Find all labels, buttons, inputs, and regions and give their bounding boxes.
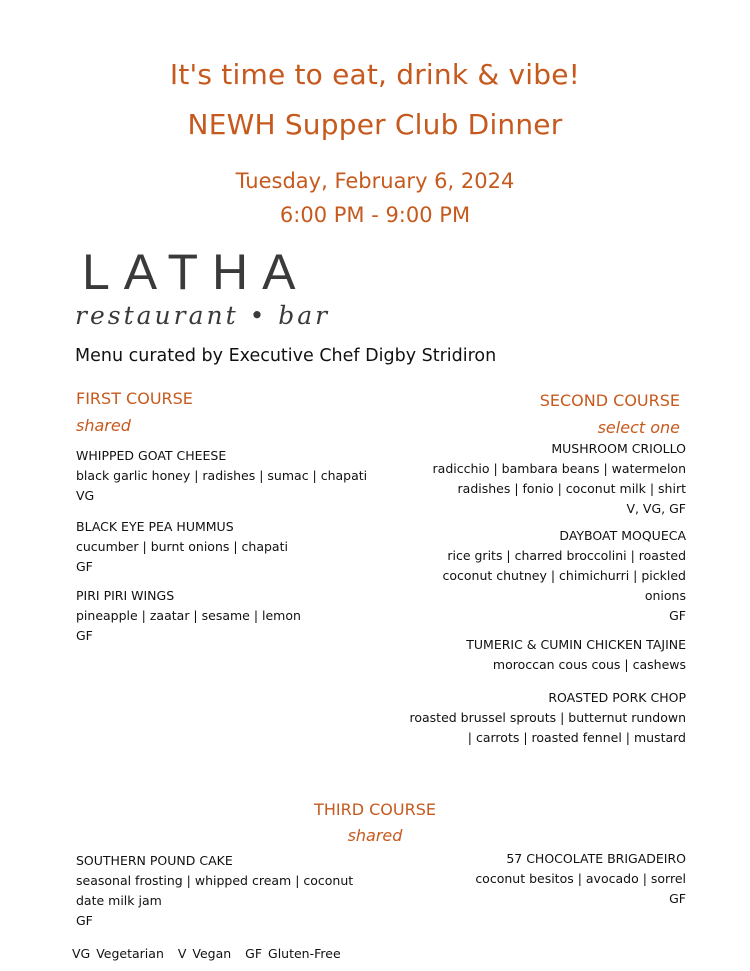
menu-item-desc: cucumber | burnt onions | chapati xyxy=(76,539,288,554)
menu-item-name: MUSHROOM CRIOLLO xyxy=(551,441,686,456)
menu-item xyxy=(356,849,686,909)
menu-item-tags: GF xyxy=(669,608,686,623)
menu-item-desc: seasonal frosting | whipped cream | coconut xyxy=(76,873,354,888)
legend-vegetarian: VG Vegetarian xyxy=(72,946,164,961)
menu-item-name: PIRI PIRI WINGS xyxy=(76,588,175,603)
event-date: Tuesday, February 6, 2024 xyxy=(235,169,515,193)
second-course-title: SECOND COURSE xyxy=(539,391,680,410)
dietary-legend xyxy=(72,946,349,961)
menu-item xyxy=(356,688,686,748)
menu-item-desc: onions xyxy=(644,588,686,603)
event-time: 6:00 PM - 9:00 PM xyxy=(279,203,471,227)
event-title: NEWH Supper Club Dinner xyxy=(187,108,563,141)
menu-item-desc: rice grits | charred broccolini | roasted xyxy=(447,548,686,563)
menu-item-desc: radicchio | bambara beans | watermelon xyxy=(432,461,686,476)
menu-item-name: WHIPPED GOAT CHEESE xyxy=(76,448,227,463)
menu-item-desc: | carrots | roasted fennel | mustard xyxy=(467,730,686,745)
menu-item-desc: black garlic honey | radishes | sumac | chapati xyxy=(76,468,368,483)
third-course-title: THIRD COURSE xyxy=(314,800,436,819)
menu-item-name: TUMERIC & CUMIN CHICKEN TAJINE xyxy=(466,637,686,652)
third-course-subtitle: shared xyxy=(347,826,403,845)
menu-item-desc: pineapple | zaatar | sesame | lemon xyxy=(76,608,301,623)
legend-gluten-free: GF Gluten-Free xyxy=(245,946,341,961)
menu-item-tags: GF xyxy=(669,891,686,906)
menu-item-desc: radishes | fonio | coconut milk | shirt xyxy=(457,481,686,496)
menu-item-name: BLACK EYE PEA HUMMUS xyxy=(76,519,234,534)
menu-item-name: DAYBOAT MOQUECA xyxy=(559,528,686,543)
menu-item-desc: date milk jam xyxy=(76,893,162,908)
menu-item-tags: V, VG, GF xyxy=(626,501,686,516)
menu-item xyxy=(356,439,686,519)
menu-item-desc: roasted brussel sprouts | butternut rundown xyxy=(409,710,686,725)
first-course-subtitle: shared xyxy=(76,416,131,435)
menu-item xyxy=(356,526,686,626)
menu-item-name: ROASTED PORK CHOP xyxy=(548,690,686,705)
second-course-subtitle: select one xyxy=(597,418,680,437)
legend-vegan: V Vegan xyxy=(177,946,232,961)
menu-item-tags: GF xyxy=(76,628,93,643)
menu-item-desc: coconut besitos | avocado | sorrel xyxy=(475,871,686,886)
first-course-title: FIRST COURSE xyxy=(76,389,193,408)
menu-item-tags: GF xyxy=(76,559,93,574)
event-tagline: It's time to eat, drink & vibe! xyxy=(169,58,581,91)
menu-item-name: SOUTHERN POUND CAKE xyxy=(76,853,233,868)
menu-item-tags: GF xyxy=(76,913,93,928)
restaurant-logo-subtitle: restaurant • bar xyxy=(75,301,331,330)
menu-curator: Menu curated by Executive Chef Digby Stridiron xyxy=(75,346,497,366)
menu-item xyxy=(356,635,686,675)
menu-item-tags: VG xyxy=(76,488,95,503)
menu-item-desc: coconut chutney | chimichurri | pickled xyxy=(442,568,686,583)
restaurant-logo-wordmark: LATHA xyxy=(82,244,310,300)
menu-item-desc: moroccan cous cous | cashews xyxy=(492,657,686,672)
menu-item-name: 57 CHOCOLATE BRIGADEIRO xyxy=(506,851,686,866)
